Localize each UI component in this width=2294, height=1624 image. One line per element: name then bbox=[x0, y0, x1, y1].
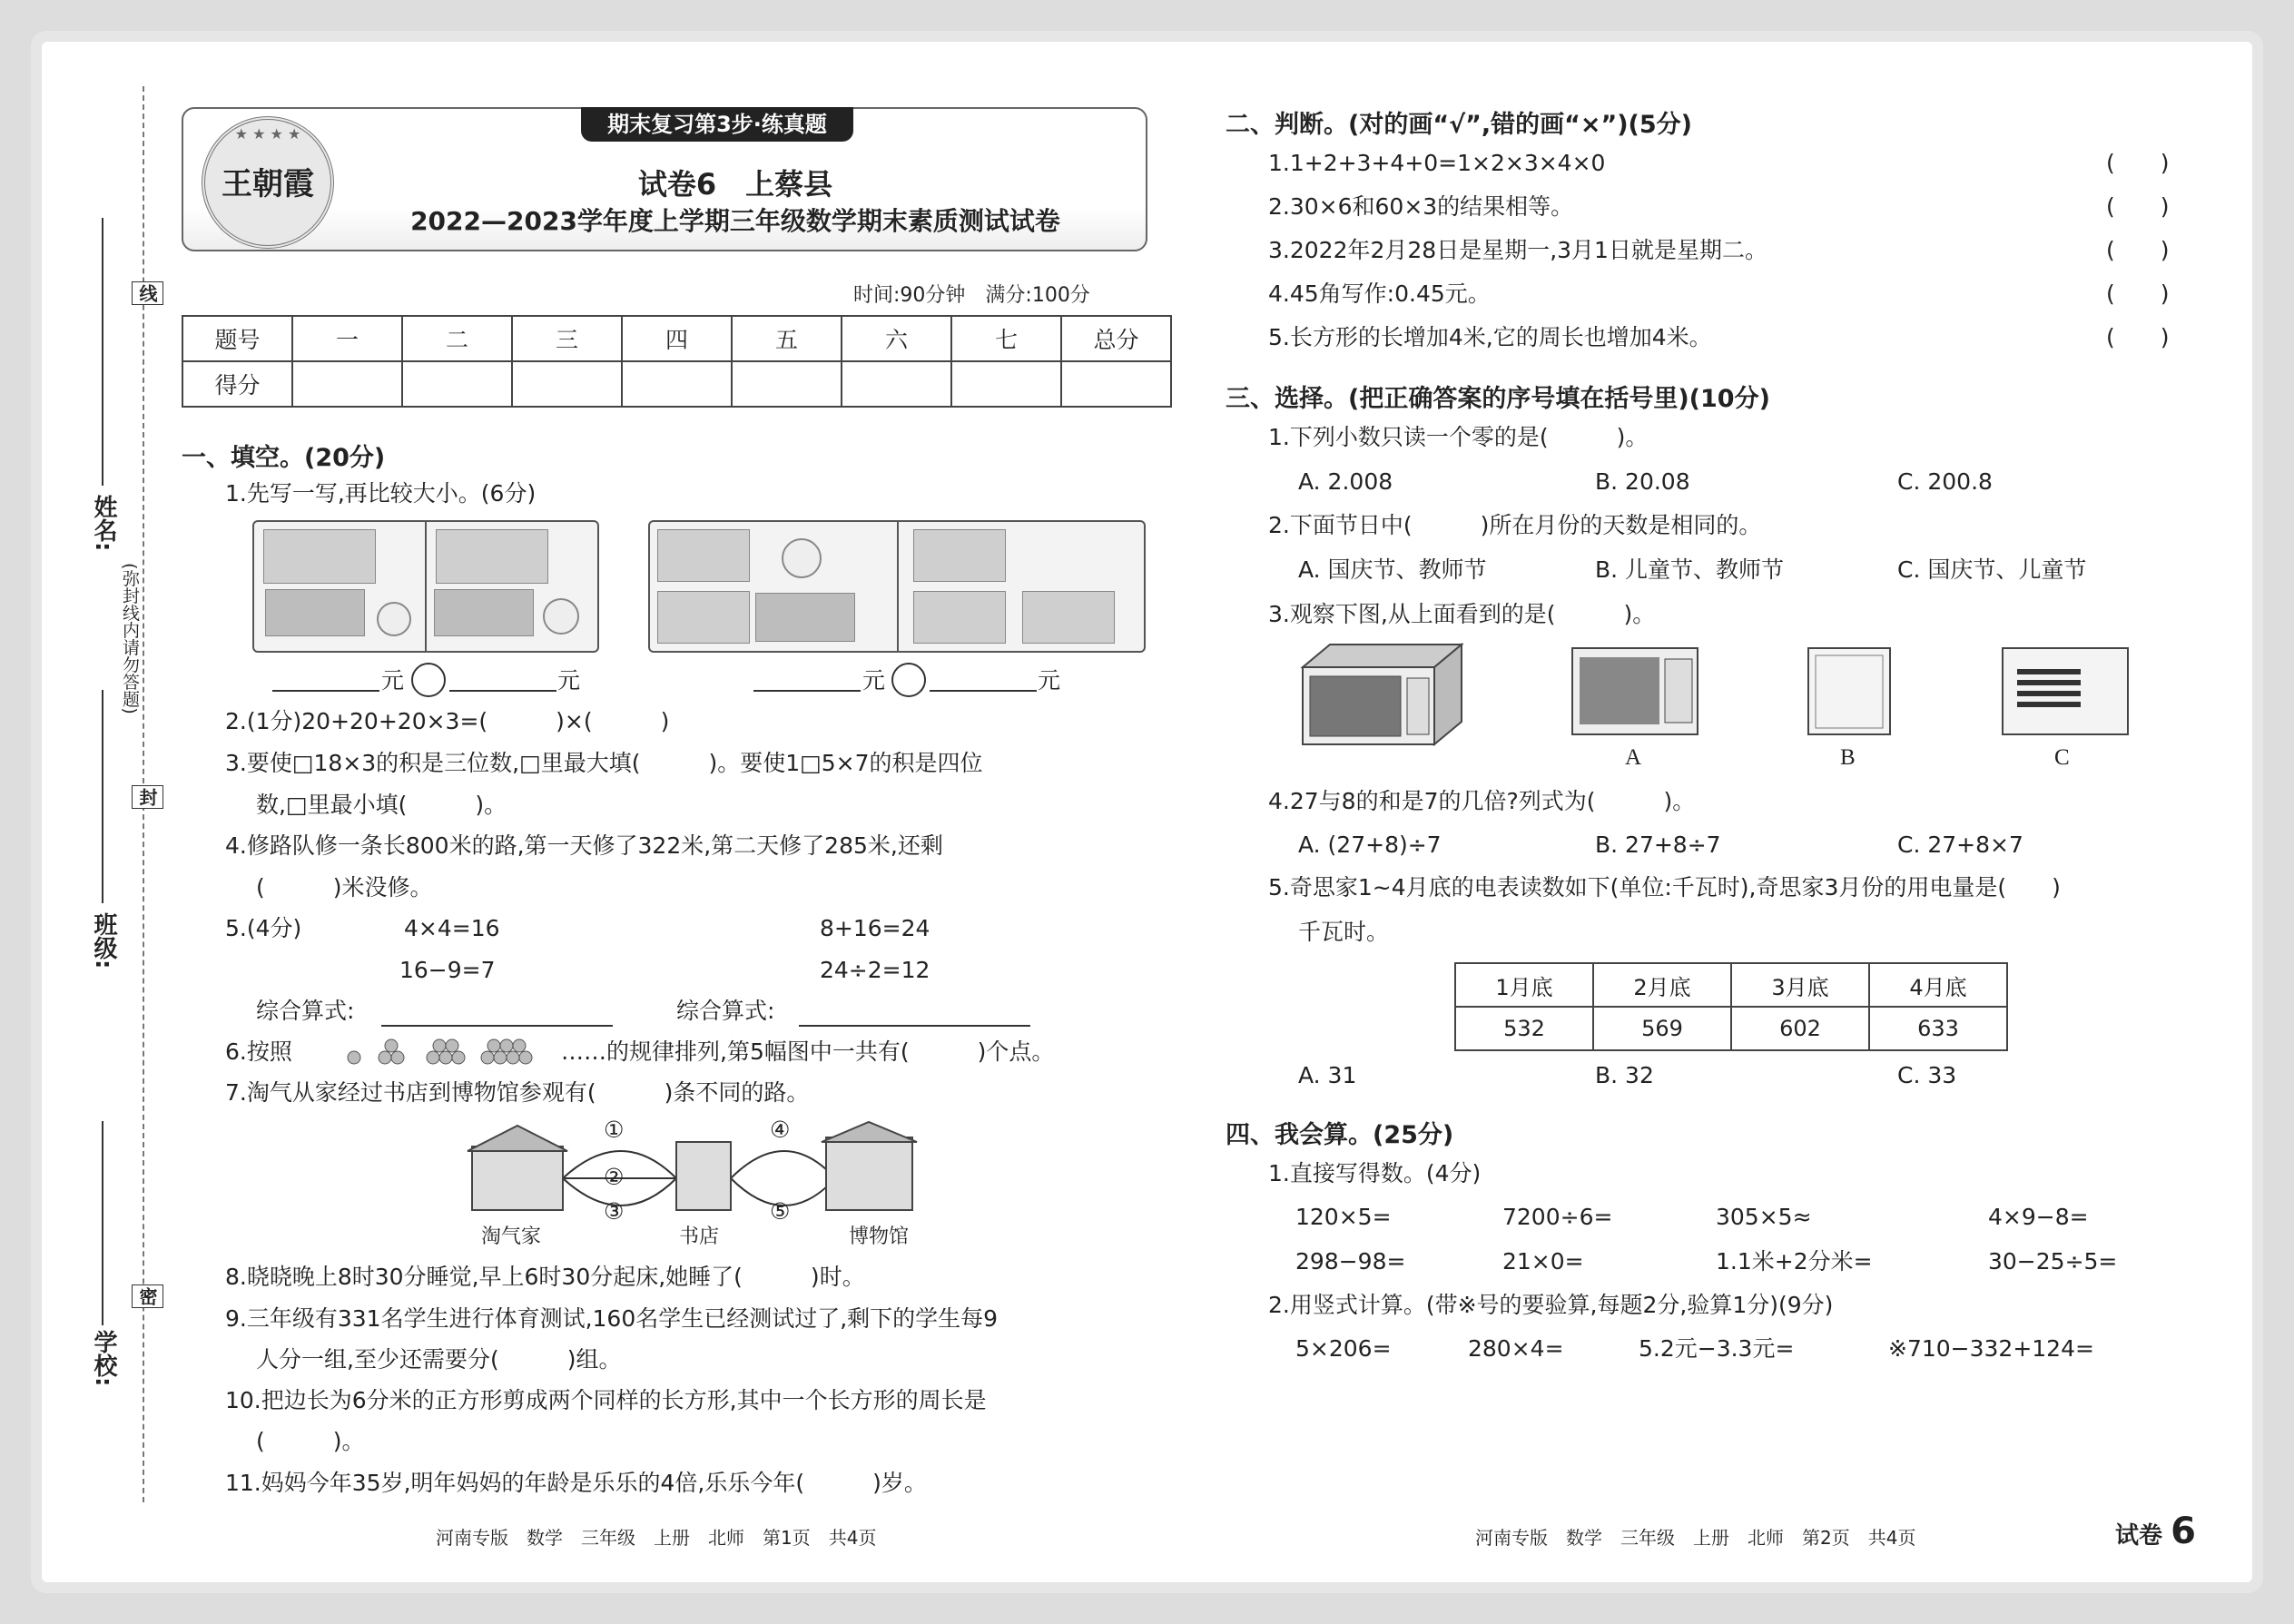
route-label-2: ② bbox=[604, 1164, 625, 1190]
choice-option[interactable]: C. 200.8 bbox=[1897, 468, 1993, 495]
s1-q5-label: 5.(4分) bbox=[225, 915, 302, 941]
score-cell[interactable] bbox=[622, 361, 732, 407]
route-diagram bbox=[454, 1115, 962, 1224]
s1-q5-eq1: 4×4=16 bbox=[404, 915, 500, 941]
dot bbox=[507, 1051, 519, 1064]
seal-warning: (弥封线内请勿答题) bbox=[118, 563, 143, 714]
blank-left-2[interactable] bbox=[449, 690, 556, 692]
choice-option[interactable]: C. 国庆节、儿童节 bbox=[1897, 556, 2087, 583]
choice-q3: 3.观察下图,从上面看到的是( )。 bbox=[1268, 601, 1656, 627]
coin-1jiao bbox=[377, 602, 411, 636]
score-cell[interactable] bbox=[1061, 361, 1171, 407]
score-header-cell: 一 bbox=[292, 316, 402, 361]
score-header-cell: 二 bbox=[402, 316, 512, 361]
dot bbox=[487, 1039, 500, 1052]
s1-q10a: 10.把边长为6分米的正方形剪成两个同样的长方形,其中一个长方形的周长是 bbox=[225, 1387, 987, 1413]
s1-q10b: ( )。 bbox=[256, 1428, 365, 1454]
banknote-1jiao bbox=[265, 589, 365, 636]
dot bbox=[452, 1051, 465, 1064]
view-c-vent bbox=[2017, 680, 2081, 685]
calc-item: 5.2元−3.3元= bbox=[1639, 1335, 1795, 1362]
s1-q5-eq4: 24÷2=12 bbox=[820, 957, 930, 983]
s1-q3a: 3.要使□18×3的积是三位数,□里最大填( )。要使1□5×7的积是四位 bbox=[225, 750, 983, 776]
s1-q7: 7.淘气从家经过书店到博物馆参观有( )条不同的路。 bbox=[225, 1079, 810, 1106]
yuan-unit: 元 bbox=[381, 667, 405, 694]
route-label-1: ① bbox=[604, 1117, 625, 1143]
place-museum: 博物馆 bbox=[849, 1225, 910, 1248]
judge-answer-box[interactable]: ( ) bbox=[2106, 324, 2170, 350]
dot bbox=[446, 1039, 458, 1052]
coin-1yuan bbox=[782, 538, 822, 578]
score-header-cell: 五 bbox=[732, 316, 842, 361]
compare-circle-right[interactable] bbox=[891, 663, 926, 697]
route-path bbox=[731, 1151, 835, 1178]
yuan-unit: 元 bbox=[1038, 667, 1061, 694]
score-header-row bbox=[182, 316, 1171, 361]
judge-item: 4.45角写作:0.45元。 bbox=[1268, 281, 1491, 307]
s1-q4b: ( )米没修。 bbox=[256, 874, 433, 901]
judge-item: 1.1+2+3+4+0=1×2×3×4×0 bbox=[1268, 150, 1606, 176]
dot bbox=[494, 1051, 507, 1064]
blank-right-1[interactable] bbox=[753, 690, 861, 692]
money-panel-left bbox=[252, 520, 599, 653]
view-label-c: C bbox=[2054, 745, 2070, 770]
view-option-a[interactable] bbox=[1570, 646, 1699, 737]
view-label-a: A bbox=[1625, 745, 1642, 770]
view-c-vent bbox=[2017, 702, 2081, 707]
view-b-frame bbox=[1808, 648, 1890, 734]
calc-item: 1.1米+2分米= bbox=[1716, 1248, 1873, 1275]
judge-answer-box[interactable]: ( ) bbox=[2106, 193, 2170, 220]
choice-option[interactable]: A. (27+8)÷7 bbox=[1298, 832, 1442, 858]
dot bbox=[427, 1051, 439, 1064]
s1-q4a: 4.修路队修一条长800米的路,第一天修了322米,第二天修了285米,还剩 bbox=[225, 832, 943, 859]
section3-title: 三、选择。(把正确答案的序号填在括号里)(10分) bbox=[1226, 385, 1770, 413]
score-header-cell: 总分 bbox=[1061, 316, 1171, 361]
money-panel-right bbox=[648, 520, 1146, 653]
s1-q1: 1.先写一写,再比较大小。(6分) bbox=[225, 480, 537, 507]
coin-5jiao bbox=[543, 598, 579, 635]
time-info: 时间:90分钟 满分:100分 bbox=[853, 284, 1090, 307]
panel-divider bbox=[897, 522, 899, 651]
score-row-label: 得分 bbox=[182, 361, 292, 407]
calc-item: 120×5= bbox=[1295, 1204, 1392, 1230]
choice-option[interactable]: B. 27+8÷7 bbox=[1595, 832, 1721, 858]
dot bbox=[519, 1051, 532, 1064]
meter-value: 569 bbox=[1593, 1007, 1731, 1050]
s1-q6a: 6.按照 bbox=[225, 1038, 292, 1065]
step-label: 期末复习第3步·练真题 bbox=[581, 107, 853, 142]
dot bbox=[439, 1051, 452, 1064]
view-c-vent bbox=[2017, 669, 2081, 674]
score-cell[interactable] bbox=[292, 361, 402, 407]
name-label: 姓名: bbox=[90, 495, 117, 552]
s1-q2: 2.(1分)20+20+20×3=( )×( ) bbox=[225, 708, 670, 734]
banknote-1yuan bbox=[1022, 591, 1115, 644]
panel-divider bbox=[425, 522, 427, 651]
choice-option[interactable]: A. 国庆节、教师节 bbox=[1298, 556, 1487, 583]
exam-tag-label: 试卷 bbox=[2115, 1522, 2163, 1550]
choice-q5b: 千瓦时。 bbox=[1298, 919, 1390, 945]
score-header-cell: 七 bbox=[951, 316, 1061, 361]
dot bbox=[500, 1039, 513, 1052]
judge-answer-box[interactable]: ( ) bbox=[2106, 237, 2170, 263]
class-label: 班级: bbox=[90, 912, 117, 969]
calc-item: 280×4= bbox=[1468, 1335, 1564, 1362]
section1-title: 一、填空。(20分) bbox=[182, 444, 386, 472]
meter-value-row bbox=[1455, 1007, 2007, 1050]
view-a-door bbox=[1580, 657, 1659, 724]
yuan-unit: 元 bbox=[557, 667, 581, 694]
banknote-1jiao bbox=[755, 593, 855, 642]
score-header-cell: 四 bbox=[622, 316, 732, 361]
comb-blank-left[interactable] bbox=[381, 1025, 613, 1027]
meter-header: 1月底 bbox=[1455, 963, 1593, 1007]
choice-option[interactable]: B. 儿童节、教师节 bbox=[1595, 556, 1785, 583]
judge-item: 5.长方形的长增加4米,它的周长也增加4米。 bbox=[1268, 324, 1712, 350]
choice-option[interactable]: B. 32 bbox=[1595, 1062, 1654, 1088]
dot bbox=[385, 1039, 398, 1052]
score-cell[interactable] bbox=[402, 361, 512, 407]
logo-text: 王朝霞 bbox=[222, 166, 314, 202]
house-roof-icon bbox=[468, 1126, 567, 1151]
view-label-b: B bbox=[1840, 745, 1856, 770]
section4-title: 四、我会算。(25分) bbox=[1226, 1121, 1454, 1149]
blank-right-2[interactable] bbox=[930, 690, 1037, 692]
meter-value: 633 bbox=[1869, 1007, 2007, 1050]
calc-item: 4×9−8= bbox=[1988, 1204, 2089, 1230]
meter-header: 3月底 bbox=[1731, 963, 1869, 1007]
choice-q5a: 5.奇思家1~4月底的电表读数如下(单位:千瓦时),奇思家3月份的用电量是( ) bbox=[1268, 874, 2061, 901]
comb-blank-right[interactable] bbox=[799, 1025, 1030, 1027]
s1-q9b: 人分一组,至少还需要分( )组。 bbox=[256, 1346, 622, 1373]
name-field[interactable] bbox=[102, 218, 103, 486]
banknote-10yuan bbox=[657, 591, 750, 644]
house-icon bbox=[472, 1147, 563, 1210]
choice-q2: 2.下面节日中( )所在月份的天数是相同的。 bbox=[1268, 512, 1762, 538]
exam-title: 试卷6 上蔡县 bbox=[637, 167, 833, 202]
choice-option[interactable]: C. 27+8×7 bbox=[1897, 832, 2023, 858]
score-row bbox=[182, 361, 1171, 407]
choice-option[interactable]: C. 33 bbox=[1897, 1062, 1957, 1088]
judge-answer-box[interactable]: ( ) bbox=[2106, 150, 2170, 176]
calc-item: 298−98= bbox=[1295, 1248, 1406, 1275]
score-cell[interactable] bbox=[842, 361, 951, 407]
dot bbox=[433, 1039, 446, 1052]
exam-tag bbox=[2115, 1511, 2196, 1552]
banknote-10yuan bbox=[657, 529, 750, 582]
s1-q3b: 数,□里最小填( )。 bbox=[256, 792, 507, 818]
calc-item: 7200÷6= bbox=[1502, 1204, 1613, 1230]
s1-q5-comb-left: 综合算式: bbox=[256, 998, 355, 1024]
section2-title: 二、判断。(对的画“√”,错的画“×”)(5分) bbox=[1226, 111, 1693, 139]
s1-q8: 8.晓晓晚上8时30分睡觉,早上6时30分起床,她睡了( )时。 bbox=[225, 1264, 865, 1290]
bookstore-icon bbox=[676, 1142, 731, 1210]
meter-value: 532 bbox=[1455, 1007, 1593, 1050]
choice-option[interactable]: A. 31 bbox=[1298, 1062, 1357, 1088]
calc-item: ※710−332+124= bbox=[1888, 1335, 2094, 1362]
judge-item: 3.2022年2月28日是星期一,3月1日就是星期二。 bbox=[1268, 237, 1767, 263]
score-cell[interactable] bbox=[732, 361, 842, 407]
dot bbox=[513, 1039, 526, 1052]
banknote-1jiao bbox=[434, 589, 534, 636]
view-a-panel bbox=[1665, 659, 1692, 723]
blank-left-1[interactable] bbox=[272, 690, 379, 692]
s1-q5-comb-right: 综合算式: bbox=[676, 998, 775, 1024]
calc-q1: 1.直接写得数。(4分) bbox=[1268, 1160, 1482, 1186]
choice-option[interactable]: A. 2.008 bbox=[1298, 468, 1393, 495]
meter-header: 4月底 bbox=[1869, 963, 2007, 1007]
microwave-door bbox=[1310, 676, 1401, 736]
score-cell[interactable] bbox=[951, 361, 1061, 407]
route-label-4: ④ bbox=[770, 1117, 791, 1143]
footer-right: 河南专版 数学 三年级 上册 北师 第2页 共4页 bbox=[1475, 1527, 1916, 1549]
choice-q4: 4.27与8的和是7的几倍?列式为( )。 bbox=[1268, 788, 1696, 814]
view-option-b[interactable] bbox=[1807, 646, 1893, 737]
feng-mark: 封 bbox=[132, 785, 163, 809]
s1-q9a: 9.三年级有331名学生进行体育测试,160名学生已经测试过了,剩下的学生每9 bbox=[225, 1305, 999, 1332]
logo bbox=[202, 116, 334, 249]
dot bbox=[481, 1051, 494, 1064]
choice-q1: 1.下列小数只读一个零的是( )。 bbox=[1268, 424, 1649, 450]
logo-stars: ★ ★ ★ ★ bbox=[234, 125, 301, 143]
meter-header-row bbox=[1455, 963, 2007, 1007]
mi-mark: 密 bbox=[132, 1284, 163, 1308]
calc-q2: 2.用竖式计算。(带※号的要验算,每题2分,验算1分)(9分) bbox=[1268, 1292, 1834, 1318]
s1-q5-eq2: 16−9=7 bbox=[399, 957, 496, 983]
view-c-vent bbox=[2017, 691, 2081, 696]
banknote-10yuan bbox=[913, 529, 1006, 582]
footer-left: 河南专版 数学 三年级 上册 北师 第1页 共4页 bbox=[436, 1527, 877, 1549]
dot bbox=[379, 1051, 391, 1064]
yuan-unit: 元 bbox=[862, 667, 886, 694]
calc-item: 305×5≈ bbox=[1716, 1204, 1812, 1230]
score-table bbox=[182, 315, 1172, 408]
compare-circle-left[interactable] bbox=[411, 663, 446, 697]
class-field[interactable] bbox=[102, 690, 103, 903]
score-cell[interactable] bbox=[512, 361, 622, 407]
view-option-c[interactable] bbox=[2001, 646, 2130, 737]
banknote-1yuan bbox=[913, 591, 1006, 644]
calc-item: 30−25÷5= bbox=[1988, 1248, 2118, 1275]
score-header-cell: 六 bbox=[842, 316, 951, 361]
xian-mark: 线 bbox=[132, 281, 163, 305]
place-home: 淘气家 bbox=[481, 1225, 542, 1248]
judge-answer-box[interactable]: ( ) bbox=[2106, 281, 2170, 307]
score-header-cell: 三 bbox=[512, 316, 622, 361]
place-bookstore: 书店 bbox=[679, 1225, 720, 1248]
dot bbox=[391, 1051, 404, 1064]
museum-roof-icon bbox=[822, 1122, 917, 1142]
calc-item: 5×206= bbox=[1295, 1335, 1392, 1362]
banknote-5yuan bbox=[436, 529, 548, 584]
calc-item: 21×0= bbox=[1502, 1248, 1584, 1275]
exam-tag-number: 6 bbox=[2171, 1511, 2196, 1552]
score-header-cell: 题号 bbox=[182, 316, 292, 361]
school-label: 学校: bbox=[90, 1330, 117, 1387]
microwave-panel bbox=[1407, 678, 1429, 734]
choice-option[interactable]: B. 20.08 bbox=[1595, 468, 1690, 495]
meter-table bbox=[1454, 962, 2008, 1051]
s1-q5-eq3: 8+16=24 bbox=[820, 915, 930, 941]
dot bbox=[348, 1051, 360, 1064]
s1-q11: 11.妈妈今年35岁,明年妈妈的年龄是乐乐的4倍,乐乐今年( )岁。 bbox=[225, 1470, 927, 1496]
route-label-3: ③ bbox=[604, 1198, 625, 1225]
museum-icon bbox=[826, 1137, 912, 1210]
exam-subtitle: 2022—2023学年度上学期三年级数学期末素质测试试卷 bbox=[410, 206, 1060, 236]
route-label-5: ⑤ bbox=[770, 1198, 791, 1225]
s1-q6b: ……的规律排列,第5幅图中一共有( )个点。 bbox=[561, 1038, 1055, 1065]
microwave-figure bbox=[1294, 640, 1466, 753]
judge-item: 2.30×6和60×3的结果相等。 bbox=[1268, 193, 1574, 220]
banknote-5yuan bbox=[263, 529, 376, 584]
meter-header: 2月底 bbox=[1593, 963, 1731, 1007]
meter-value: 602 bbox=[1731, 1007, 1869, 1050]
school-field[interactable] bbox=[102, 1121, 103, 1325]
